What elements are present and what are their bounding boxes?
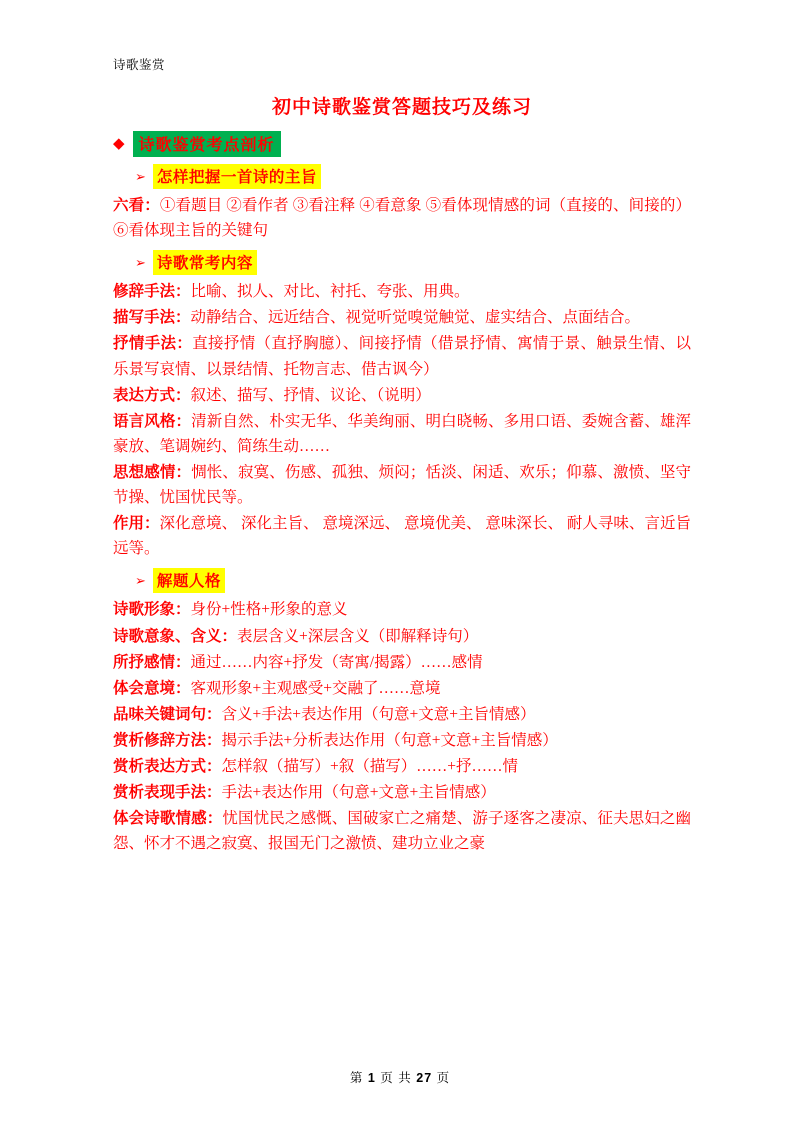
arrow-bullet-icon: ➢ <box>135 255 146 271</box>
term-label: 诗歌意象、含义： <box>113 627 238 645</box>
arrow-bullet-icon: ➢ <box>135 169 146 184</box>
footer-total-pages: 27 <box>416 1071 433 1085</box>
list-item <box>113 702 691 727</box>
footer-prefix: 第 <box>349 1071 364 1085</box>
list-item <box>113 780 691 805</box>
list-item <box>113 511 691 561</box>
footer-suffix: 页 <box>436 1071 451 1085</box>
term-label: 修辞手法： <box>113 283 191 301</box>
term-text: 忧国忧民之感慨、国破家亡之痛楚、游子逐客之凄凉、征夫思妇之幽怨、怀才不遇之寂寞、报国无门之激愤、建功立业之豪 <box>113 810 691 853</box>
term-text: 动静结合、远近结合、视觉听觉嗅觉触觉、虚实结合、点面结合。 <box>190 309 641 327</box>
arrow-bullet-icon: ➢ <box>135 573 146 589</box>
list-item <box>113 624 691 649</box>
term-label: 诗歌形象： <box>113 601 191 619</box>
six-looks-text: ①看题目 ②看作者 ③看注释 ④看意象 ⑤看体现情感的词（直接的、间接的） ⑥看体现主旨的关键句 <box>113 197 691 240</box>
term-text: 怎样叙（描写）+叙（描写）……+抒……情 <box>221 758 518 776</box>
list-item <box>113 754 691 779</box>
sub-heading-1 <box>135 164 691 189</box>
term-label: 作用： <box>113 515 160 533</box>
term-text: 手法+表达作用（句意+文意+主旨情感） <box>221 784 496 802</box>
term-text: 直接抒情（直抒胸臆）、间接抒情（借景抒情、寓情于景、触景生情、以乐景写哀情、以景结情、托物言志、借古讽今） <box>113 335 691 378</box>
term-text: 揭示手法+分析表达作用（句意+文意+主旨情感） <box>221 731 558 749</box>
term-text: 通过……内容+抒发（寄寓/揭露）……感情 <box>190 653 483 671</box>
term-text: 含义+手法+表达作用（句意+文意+主旨情感） <box>221 705 536 723</box>
term-text: 深化意境、 深化主旨、 意境深远、 意境优美、 意味深长、 耐人寻味、言近旨远等。 <box>113 515 691 558</box>
list-item <box>113 650 691 675</box>
list-item <box>113 279 691 304</box>
running-head: 诗歌鉴赏 <box>113 58 166 72</box>
page-title: 初中诗歌鉴赏答题技巧及练习 <box>271 97 532 118</box>
term-text: 叙述、描写、抒情、议论、（说明） <box>190 386 431 404</box>
term-label: 赏析表现手法： <box>113 784 222 802</box>
term-text: 清新自然、朴实无华、华美绚丽、明白晓畅、多用口语、委婉含蓄、雄浑豪放、笔调婉约、简练生动…… <box>113 412 691 455</box>
sub-heading-3-label: 解题人格 <box>153 568 225 593</box>
term-text: 表层含义+深层含义（即解释诗句） <box>237 627 479 645</box>
term-text: 惆怅、寂寞、伤感、孤独、烦闷；恬淡、闲适、欢乐；仰慕、激愤、坚守节操、忧国忧民等。 <box>113 463 691 507</box>
sub-heading-3 <box>135 568 691 593</box>
document-content <box>113 92 691 858</box>
section-heading-1-label: 诗歌鉴赏考点剖析 <box>133 131 281 157</box>
diamond-bullet-icon: ◆ <box>113 135 125 152</box>
list-item <box>113 728 691 753</box>
term-text: 身份+性格+形象的意义 <box>190 601 348 619</box>
term-label: 所抒感情： <box>113 653 191 671</box>
footer-page-number: 1 <box>367 1071 376 1085</box>
sub-heading-2-label: 诗歌常考内容 <box>153 250 257 275</box>
term-text: 比喻、拟人、对比、衬托、夸张、用典。 <box>190 283 470 301</box>
list-item <box>113 331 691 381</box>
six-looks-label: 六看： <box>113 197 160 214</box>
section-heading-1 <box>113 131 691 157</box>
page-footer <box>0 1068 800 1086</box>
term-label: 描写手法： <box>113 309 191 327</box>
term-label: 赏析修辞方法： <box>113 731 222 749</box>
term-label: 思想感情： <box>113 463 192 481</box>
term-label: 体会意境： <box>113 679 191 697</box>
term-label: 体会诗歌情感： <box>113 810 223 828</box>
sub-heading-1-label: 怎样把握一首诗的主旨 <box>153 164 321 189</box>
term-label: 赏析表达方式： <box>113 758 222 776</box>
list-item <box>113 806 691 856</box>
footer-middle: 页 共 <box>380 1071 412 1085</box>
list-item <box>113 597 691 622</box>
list-item <box>113 676 691 701</box>
sub-heading-2 <box>135 250 691 275</box>
list-item <box>113 409 691 459</box>
term-label: 表达方式： <box>113 386 191 404</box>
term-text: 客观形象+主观感受+交融了……意境 <box>190 679 441 697</box>
list-item <box>113 383 691 408</box>
term-label: 品味关键词句： <box>113 705 222 723</box>
term-label: 抒情手法： <box>113 335 193 353</box>
paragraph-six-looks <box>113 193 691 243</box>
term-label: 语言风格： <box>113 412 192 430</box>
list-item <box>113 305 691 330</box>
list-item <box>113 460 691 510</box>
